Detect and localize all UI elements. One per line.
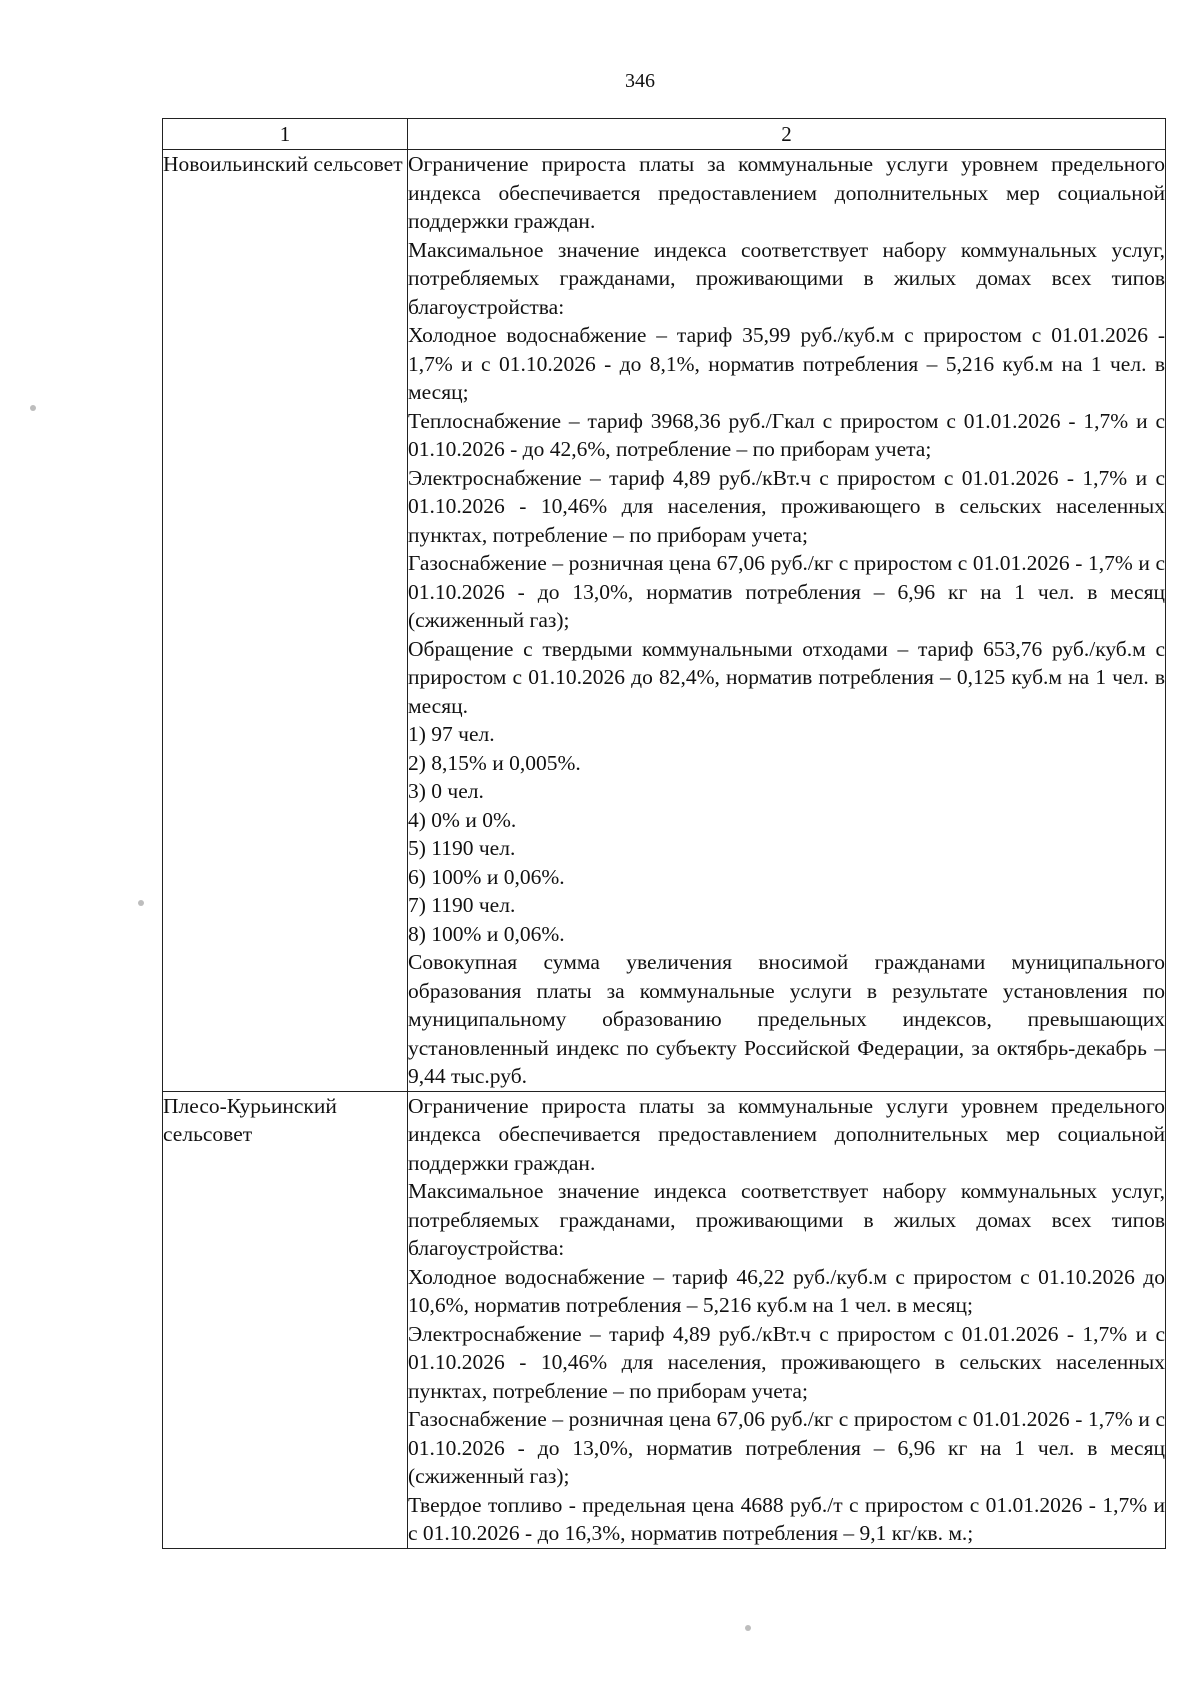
paragraph: Твердое топливо - предельная цена 4688 руб./т с приростом с 01.01.2026 - 1,7% и с 01.10.2026 - до 16,3%, норматив потребления – 9,1 кг/кв. м.; — [408, 1492, 1165, 1545]
list-item: 4) 0% и 0%. — [408, 807, 517, 832]
paragraph: Ограничение прироста платы за коммунальные услуги уровнем предельного индекса обеспечивается предоставлением дополнительных мер социальной поддержки граждан. — [408, 152, 1165, 233]
municipality-description — [408, 150, 1166, 1092]
scan-speck — [30, 405, 36, 411]
paragraph: Газоснабжение – розничная цена 67,06 руб./кг с приростом с 01.01.2026 - 1,7% и с 01.10.2026 - до 13,0%, норматив потребления – 6,96 кг на 1 чел. в месяц (сжиженный газ); — [408, 551, 1165, 632]
list-item: 6) 100% и 0,06%. — [408, 864, 565, 889]
tariff-table — [162, 118, 1166, 1549]
paragraph: Газоснабжение – розничная цена 67,06 руб./кг с приростом с 01.01.2026 - 1,7% и с 01.10.2026 - до 13,0%, норматив потребления – 6,96 кг на 1 чел. в месяц (сжиженный газ); — [408, 1407, 1165, 1488]
table-row-novoilinsky — [163, 150, 1166, 1092]
paragraph: Электроснабжение – тариф 4,89 руб./кВт.ч с приростом с 01.01.2026 - 1,7% и с 01.10.2026 - 10,46% для населения, проживающего в сельских населенных пунктах, потребление – по приборам учета; — [408, 1321, 1165, 1403]
paragraph: Электроснабжение – тариф 4,89 руб./кВт.ч с приростом с 01.01.2026 - 1,7% и с 01.10.2026 - 10,46% для населения, проживающего в сельских населенных пунктах, потребление – по приборам учета; — [408, 465, 1165, 547]
list-item: 7) 1190 чел. — [408, 893, 516, 917]
list-item: 1) 97 чел. — [408, 722, 495, 746]
table-header-row — [163, 119, 1166, 150]
paragraph: Обращение с твердыми коммунальными отходами – тариф 653,76 руб./куб.м с приростом с 01.10.2026 до 82,4%, норматив потребления – 0,125 куб.м на 1 чел. в месяц. — [408, 636, 1165, 718]
table-row-pleso-kurinsky — [163, 1091, 1166, 1548]
summary-paragraph: Совокупная сумма увеличения вносимой гражданами муниципального образования платы за коммунальные услуги в результате установления по муниципальному образованию предельных индексов, превышающих установленный индекс по субъекту Российской Федерации, за октябрь-декабрь – 9,44 тыс.руб. — [408, 950, 1165, 1088]
column-header-1: 1 — [163, 119, 408, 150]
list-item: 2) 8,15% и 0,005%. — [408, 750, 581, 775]
list-item: 8) 100% и 0,06%. — [408, 921, 565, 946]
municipality-description — [408, 1091, 1166, 1548]
column-header-2: 2 — [408, 119, 1166, 150]
list-item: 5) 1190 чел. — [408, 836, 516, 860]
list-item: 3) 0 чел. — [408, 779, 484, 803]
page-number: 346 — [625, 70, 655, 92]
paragraph: Ограничение прироста платы за коммунальные услуги уровнем предельного индекса обеспечивается предоставлением дополнительных мер социальной поддержки граждан. — [408, 1093, 1165, 1175]
paragraph: Максимальное значение индекса соответствует набору коммунальных услуг, потребляемых гражданами, проживающими в жилых домах всех типов благоустройства: — [408, 237, 1165, 319]
municipality-name: Новоильинский сельсовет — [163, 150, 408, 1092]
scan-speck — [138, 900, 144, 906]
paragraph: Теплоснабжение – тариф 3968,36 руб./Гкал с приростом с 01.01.2026 - 1,7% и с 01.10.2026 - до 42,6%, потребление – по приборам учета; — [408, 408, 1165, 461]
paragraph: Холодное водоснабжение – тариф 46,22 руб./куб.м с приростом с 01.10.2026 до 10,6%, норматив потребления – 5,216 куб.м на 1 чел. в месяц; — [408, 1264, 1165, 1317]
municipality-name: Плесо-Курьинский сельсовет — [163, 1091, 408, 1548]
paragraph: Холодное водоснабжение – тариф 35,99 руб./куб.м с приростом с 01.01.2026 - 1,7% и с 01.10.2026 - до 8,1%, норматив потребления – 5,216 куб.м на 1 чел. в месяц; — [408, 323, 1165, 404]
scan-speck — [745, 1625, 751, 1631]
paragraph: Максимальное значение индекса соответствует набору коммунальных услуг, потребляемых гражданами, проживающими в жилых домах всех типов благоустройства: — [408, 1179, 1165, 1260]
